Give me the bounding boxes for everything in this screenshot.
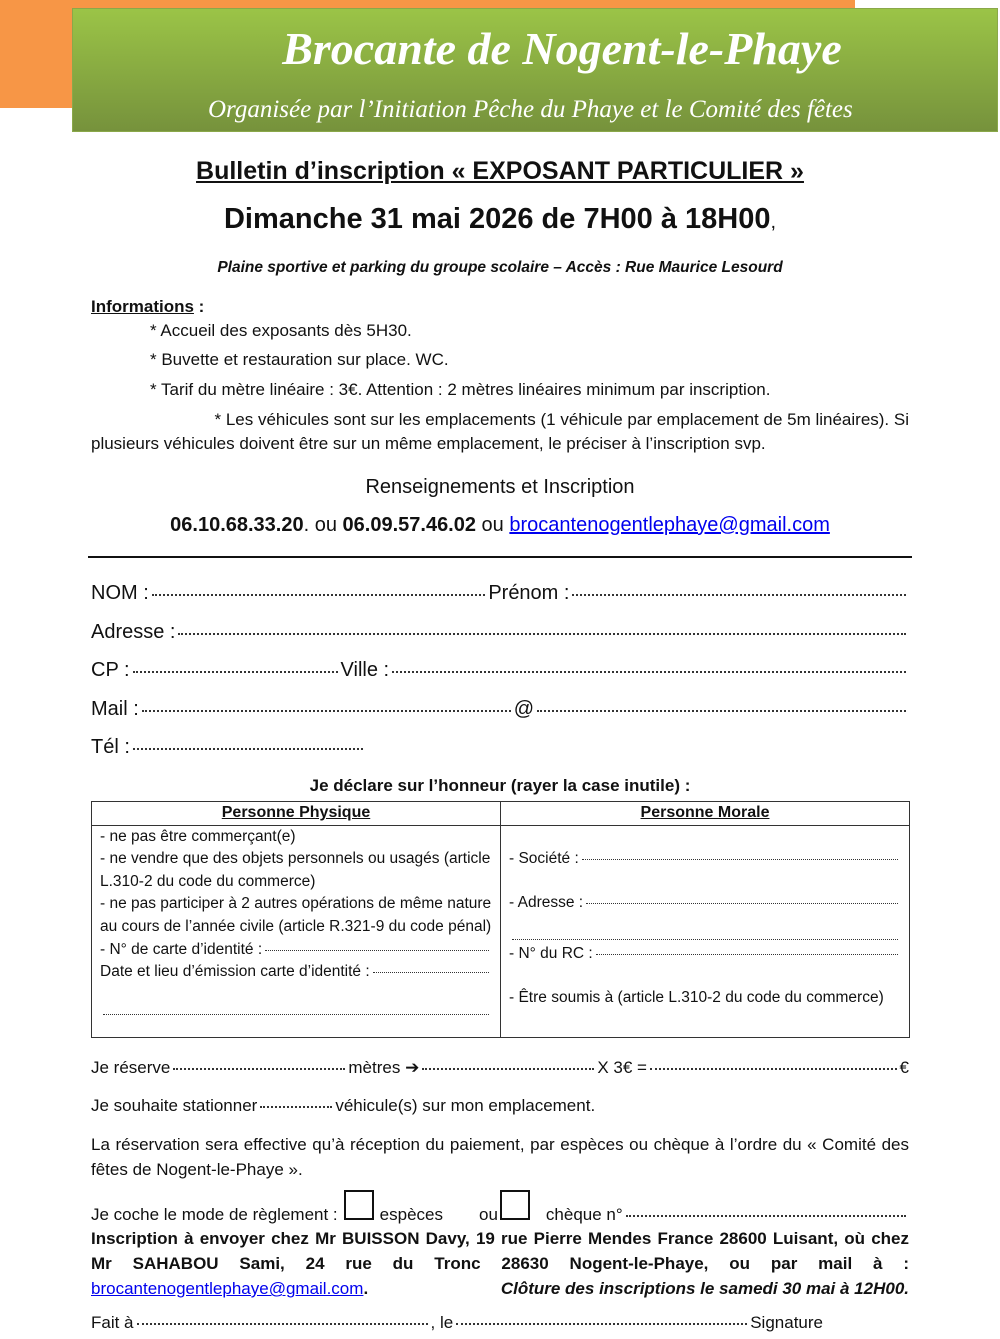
cloture-text: Clôture des inscriptions le samedi 30 mai à 12H00. bbox=[500, 1279, 909, 1298]
info-heading-colon: : bbox=[193, 297, 205, 316]
tel-row bbox=[91, 736, 366, 759]
info-item-cont: plusieurs véhicules doivent être sur un même emplacement, le préciser à l’inscription svp. bbox=[91, 434, 766, 453]
mail-domain-field[interactable] bbox=[537, 710, 906, 712]
info-item: * Tarif du mètre linéaire : 3€. Attention : 2 mètres linéaires minimum par inscription. bbox=[150, 380, 771, 399]
arrow-icon: ➔ bbox=[405, 1058, 420, 1077]
morale-item: - Être soumis à (article L.310-2 du code du commerce) bbox=[509, 989, 884, 1007]
info-heading bbox=[91, 295, 204, 319]
especes-label: espèces bbox=[379, 1205, 443, 1224]
adresse-morale-field[interactable] bbox=[586, 903, 898, 904]
tel-field[interactable] bbox=[133, 748, 363, 750]
ville-label: Ville : bbox=[340, 659, 390, 681]
metres-field-2[interactable] bbox=[422, 1068, 594, 1070]
at-sign: @ bbox=[513, 698, 535, 720]
paiement-text: La réservation sera effective qu’à réception du paiement, par espèces ou chèque à l’ordre du « Comité des fêtes de Nogent-le-Phaye ». bbox=[91, 1135, 909, 1179]
societe-label: - Société : bbox=[509, 849, 579, 867]
nom-field[interactable] bbox=[152, 594, 486, 596]
date-suffix: , bbox=[770, 211, 777, 233]
tel-label: Tél : bbox=[91, 736, 130, 758]
especes-checkbox[interactable] bbox=[344, 1190, 374, 1220]
metres-label: mètres bbox=[348, 1058, 401, 1077]
adresse-morale-row bbox=[509, 892, 901, 915]
divider bbox=[88, 556, 912, 558]
col-physique[interactable]: Personne Physique bbox=[92, 802, 501, 826]
info-item: * Accueil des exposants dès 5H30. bbox=[150, 321, 412, 340]
rc-row bbox=[509, 943, 901, 966]
envoi-email-link[interactable]: brocantenogentlephaye@gmail.com bbox=[91, 1279, 364, 1298]
mail-row bbox=[91, 698, 909, 721]
adresse-field[interactable] bbox=[178, 633, 906, 635]
reglement-row bbox=[91, 1190, 909, 1227]
id-field[interactable] bbox=[265, 950, 489, 951]
phone-2: 06.09.57.46.02 bbox=[342, 514, 476, 536]
event-subtitle: Organisée par l’Initiation Pêche du Phaye et le Comité des fêtes bbox=[208, 96, 853, 123]
metres-field[interactable] bbox=[173, 1068, 345, 1070]
nom-label: NOM : bbox=[91, 582, 149, 604]
fait-label: Fait à bbox=[91, 1313, 134, 1332]
morale-cell[interactable] bbox=[501, 825, 910, 1037]
cp-row bbox=[91, 659, 909, 682]
fait-field[interactable] bbox=[137, 1323, 428, 1325]
id-row bbox=[100, 939, 492, 962]
cheque-checkbox[interactable] bbox=[500, 1190, 530, 1220]
physique-item: - ne pas participer à 2 autres opérations de même nature au cours de l’année civile (article R.321-9 du code pénal) bbox=[100, 895, 492, 935]
ou-label: ou bbox=[478, 1205, 498, 1224]
le-label: , le bbox=[430, 1313, 454, 1332]
total-field[interactable] bbox=[650, 1068, 897, 1070]
rc-label: - N° du RC : bbox=[509, 944, 593, 962]
cheque-label: chèque n° bbox=[545, 1205, 623, 1224]
info-item: * Les véhicules sont sur les emplacements (1 véhicule par emplacement de 5m linéaires). Si bbox=[214, 410, 909, 429]
prenom-field[interactable] bbox=[572, 594, 906, 596]
ville-field[interactable] bbox=[392, 671, 906, 673]
id-label: - N° de carte d’identité : bbox=[100, 940, 263, 958]
declaration-heading: Je déclare sur l’honneur (rayer la case inutile) : bbox=[309, 776, 691, 795]
signature-label: Signature bbox=[750, 1313, 823, 1332]
event-location: Plaine sportive et parking du groupe scolaire – Accès : Rue Maurice Lesourd bbox=[217, 259, 783, 276]
col-morale[interactable]: Personne Morale bbox=[501, 802, 910, 826]
rc-field[interactable] bbox=[596, 954, 898, 955]
id-date-label: Date et lieu d’émission carte d’identité : bbox=[100, 963, 370, 981]
event-title: Brocante de Nogent-le-Phaye bbox=[282, 23, 842, 74]
id-date-field[interactable] bbox=[373, 972, 489, 973]
vehicules-field[interactable] bbox=[260, 1106, 332, 1108]
euro-sign: € bbox=[899, 1058, 909, 1077]
stationner-label: Je souhaite stationner bbox=[91, 1096, 258, 1115]
reserve-label: Je réserve bbox=[91, 1058, 171, 1077]
societe-row bbox=[509, 848, 901, 871]
physique-item: - ne pas être commerçant(e) bbox=[100, 827, 296, 845]
info-item: * Buvette et restauration sur place. WC. bbox=[150, 350, 449, 369]
sep: ou bbox=[476, 514, 510, 536]
nom-row bbox=[91, 582, 909, 605]
form-title: Bulletin d’inscription « EXPOSANT PARTICULIER » bbox=[196, 157, 804, 185]
cp-label: CP : bbox=[91, 659, 130, 681]
adresse-morale-label: - Adresse : bbox=[509, 894, 584, 912]
sep: . ou bbox=[303, 514, 343, 536]
envoi-text: Inscription à envoyer chez Mr BUISSON Davy, 19 rue Pierre Mendes France 28600 Luisant, où chez Mr SAHABOU Sami, 24 rue du Tronc 28630 Nogent-le-Phaye, ou par mail à : bbox=[91, 1229, 909, 1273]
id-date-row2 bbox=[100, 984, 492, 1018]
mail-label: Mail : bbox=[91, 698, 139, 720]
stationner-row bbox=[91, 1094, 651, 1118]
mail-user-field[interactable] bbox=[142, 710, 511, 712]
physique-cell[interactable] bbox=[92, 825, 501, 1037]
adresse-morale-row2 bbox=[509, 915, 901, 943]
declaration-table bbox=[91, 801, 910, 1038]
phone-1: 06.10.68.33.20 bbox=[170, 514, 304, 536]
physique-item: - ne vendre que des objets personnels ou usagés (article L.310-2 du code du commerce) bbox=[100, 850, 491, 890]
adresse-label: Adresse : bbox=[91, 621, 176, 643]
cheque-field[interactable] bbox=[626, 1215, 906, 1217]
price-label: X 3€ = bbox=[597, 1058, 647, 1077]
adresse-morale-field-2[interactable] bbox=[512, 939, 898, 940]
reglement-label: Je coche le mode de règlement : bbox=[91, 1205, 338, 1224]
date-text: Dimanche 31 mai 2026 de 7H00 à 18H00 bbox=[223, 203, 771, 235]
id-date-field-2[interactable] bbox=[103, 1014, 489, 1015]
email-link[interactable]: brocantenogentlephaye@gmail.com bbox=[509, 514, 830, 536]
contact-line bbox=[0, 514, 1000, 537]
stationner-suffix: véhicule(s) sur mon emplacement. bbox=[335, 1096, 596, 1115]
fait-row bbox=[91, 1311, 823, 1335]
prenom-label: Prénom : bbox=[488, 582, 570, 604]
le-field[interactable] bbox=[456, 1323, 747, 1325]
contact-heading: Renseignements et Inscription bbox=[365, 476, 635, 498]
id-date-row bbox=[100, 961, 492, 984]
societe-field[interactable] bbox=[582, 859, 898, 860]
event-date bbox=[0, 203, 1000, 236]
info-heading-text: Informations bbox=[91, 297, 194, 316]
cp-field[interactable] bbox=[133, 671, 338, 673]
envoi-block: Inscription à envoyer chez Mr BUISSON Davy, 19 rue Pierre Mendes France 28600 Luisant, où chez Mr SAHABOU Sami, 24 rue du Tronc 28630 Nogent-le-Phaye, ou par mail à : brocantenogentlephaye@gmail.com. Clôture des inscriptions le samedi 30 mai à 12H00. bbox=[91, 1226, 909, 1301]
adresse-row bbox=[91, 621, 909, 644]
reserve-row bbox=[91, 1056, 909, 1080]
